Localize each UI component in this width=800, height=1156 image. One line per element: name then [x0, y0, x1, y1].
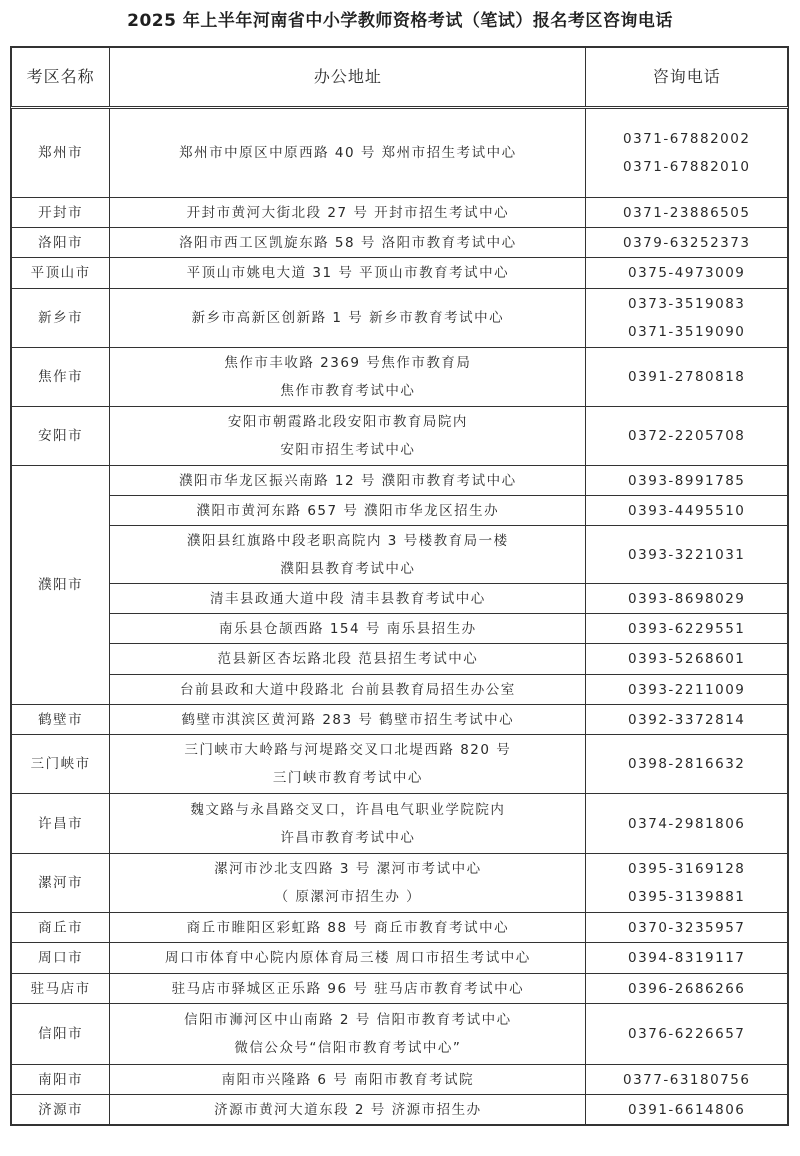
- address-line: 驻马店市驿城区正乐路 96 号 驻马店市教育考试中心: [171, 980, 525, 997]
- table-row: [12, 1095, 788, 1125]
- region-cell: 郑州市: [12, 108, 110, 198]
- phone-cell: [586, 854, 788, 913]
- table-row: [12, 974, 788, 1004]
- phone-cell: [586, 198, 788, 228]
- table-row: [12, 526, 788, 584]
- phone-number: 0395-3169128: [628, 861, 746, 877]
- address-cell: [110, 974, 586, 1004]
- table-row: [12, 1065, 788, 1095]
- region-cell: 焦作市: [12, 348, 110, 407]
- table-row: [12, 289, 788, 348]
- phone-cell: 0393-4495510: [586, 496, 788, 526]
- region-cell: 三门峡市: [12, 735, 110, 794]
- address-line: 郑州市中原区中原西路 40 号 郑州市招生考试中心: [179, 145, 517, 161]
- phone-cell: [586, 407, 788, 466]
- region-cell: 许昌市: [12, 794, 110, 854]
- table-row: [12, 407, 788, 466]
- address-cell: [110, 466, 586, 496]
- phone-cell: [586, 289, 788, 348]
- address-line: 商丘市睢阳区彩虹路 88 号 商丘市教育考试中心: [186, 919, 510, 936]
- phone-cell: [586, 705, 788, 735]
- phone-number: 0373-3519083: [628, 296, 746, 312]
- address-line: 济源市黄河大道东段 2 号 济源市招生办: [214, 1101, 482, 1118]
- phone-cell: 0393-6229551: [586, 614, 788, 644]
- region-cell: 漯河市: [12, 854, 110, 913]
- table-row: [12, 705, 788, 735]
- phone-cell: [586, 1065, 788, 1095]
- address-cell: [110, 1095, 586, 1125]
- address-line: 三门峡市大岭路与河堤路交叉口北堤西路 820 号: [184, 742, 512, 758]
- phone-cell: 0393-8991785: [586, 466, 788, 496]
- table-row: [12, 794, 788, 854]
- address-cell: [110, 289, 586, 348]
- address-cell: [110, 854, 586, 913]
- address-cell: [110, 614, 586, 644]
- header-region: 考区名称: [12, 48, 110, 108]
- region-cell: 平顶山市: [12, 258, 110, 289]
- phone-cell: [586, 348, 788, 407]
- address-line: 南乐县仓颉西路 154 号 南乐县招生办: [219, 620, 477, 637]
- address-cell: [110, 108, 586, 198]
- phone-number: 0396-2686266: [628, 980, 746, 997]
- address-line: 三门峡市教育考试中心: [272, 770, 423, 786]
- region-cell: 安阳市: [12, 407, 110, 466]
- phone-number: 0376-6226657: [628, 1026, 746, 1042]
- address-cell: [110, 198, 586, 228]
- address-line: 魏文路与永昌路交叉口，许昌电气职业学院院内: [190, 801, 506, 818]
- region-cell: 开封市: [12, 198, 110, 228]
- address-cell: [110, 1065, 586, 1095]
- table-row: [12, 735, 788, 794]
- table-header-row: [12, 48, 788, 108]
- phone-cell: [586, 735, 788, 794]
- address-line: 洛阳市西工区凯旋东路 58 号 洛阳市教育考试中心: [179, 234, 517, 251]
- region-cell: 信阳市: [12, 1004, 110, 1065]
- table-row: [12, 466, 788, 496]
- table-row: [12, 258, 788, 289]
- table-row: [12, 198, 788, 228]
- address-line: 台前县政和大道中段路北 台前县教育局招生办公室: [179, 681, 516, 698]
- phone-number: 0371-67882002: [623, 131, 751, 147]
- phone-cell: [586, 943, 788, 974]
- table-row: [12, 644, 788, 675]
- table-row: [12, 348, 788, 407]
- table-row: [12, 913, 788, 943]
- table-row: [12, 496, 788, 526]
- address-line: 许昌市教育考试中心: [280, 829, 416, 846]
- phone-cell: [586, 108, 788, 198]
- phone-cell: 0393-8698029: [586, 584, 788, 614]
- address-cell: [110, 584, 586, 614]
- phone-number: 0391-2780818: [628, 369, 746, 385]
- address-line: 鹤壁市淇滨区黄河路 283 号 鹤壁市招生考试中心: [181, 711, 515, 728]
- region-cell: 南阳市: [12, 1065, 110, 1095]
- phone-number: 0392-3372814: [628, 711, 746, 728]
- address-line: 南阳市兴隆路 6 号 南阳市教育考试院: [221, 1071, 475, 1088]
- phone-cell: [586, 913, 788, 943]
- table-row: [12, 943, 788, 974]
- page-title: 2025 年上半年河南省中小学教师资格考试（笔试）报名考区咨询电话: [127, 11, 673, 31]
- region-cell: 鹤壁市: [12, 705, 110, 735]
- address-line: （ 原漯河市招生办 ）: [274, 889, 422, 905]
- table-row: [12, 1004, 788, 1065]
- phone-cell: [586, 228, 788, 258]
- phone-cell: [586, 794, 788, 854]
- table-row: [12, 228, 788, 258]
- header-phone: 咨询电话: [586, 48, 788, 108]
- phone-number: 0398-2816632: [628, 756, 746, 772]
- contact-table: [11, 47, 788, 1125]
- address-line: 安阳市招生考试中心: [280, 442, 416, 458]
- address-line: 安阳市朝霞路北段安阳市教育局院内: [227, 414, 468, 430]
- region-cell: 新乡市: [12, 289, 110, 348]
- address-cell: [110, 913, 586, 943]
- region-cell: 驻马店市: [12, 974, 110, 1004]
- phone-number: 0371-23886505: [623, 204, 751, 221]
- phone-number: 0371-3519090: [628, 324, 746, 340]
- region-cell: 商丘市: [12, 913, 110, 943]
- address-line: 开封市黄河大街北段 27 号 开封市招生考试中心: [186, 204, 510, 221]
- phone-cell: 0393-3221031: [586, 526, 788, 584]
- address-line: 濮阳县教育考试中心: [280, 560, 416, 577]
- phone-cell: 0393-2211009: [586, 675, 788, 705]
- address-line: 微信公众号“信阳市教育考试中心”: [234, 1040, 462, 1056]
- region-cell: 济源市: [12, 1095, 110, 1125]
- region-cell: 洛阳市: [12, 228, 110, 258]
- phone-cell: [586, 1095, 788, 1125]
- address-cell: [110, 675, 586, 705]
- address-line: 范县新区杏坛路北段 范县招生考试中心: [217, 651, 479, 667]
- phone-number: 0377-63180756: [623, 1071, 751, 1088]
- table-row: [12, 854, 788, 913]
- address-cell: [110, 407, 586, 466]
- phone-cell: [586, 258, 788, 289]
- region-cell: 周口市: [12, 943, 110, 974]
- address-line: 濮阳县红旗路中段老职高院内 3 号楼教育局一楼: [187, 532, 509, 549]
- address-cell: [110, 526, 586, 584]
- address-cell: [110, 943, 586, 974]
- phone-cell: [586, 1004, 788, 1065]
- address-cell: [110, 1004, 586, 1065]
- address-cell: [110, 228, 586, 258]
- address-cell: [110, 794, 586, 854]
- address-line: 漯河市沙北支四路 3 号 漯河市考试中心: [214, 861, 482, 877]
- table-row: [12, 614, 788, 644]
- address-line: 焦作市教育考试中心: [280, 383, 416, 399]
- phone-cell: 0393-5268601: [586, 644, 788, 675]
- address-cell: [110, 644, 586, 675]
- address-cell: [110, 348, 586, 407]
- address-line: 周口市体育中心院内原体育局三楼 周口市招生考试中心: [164, 950, 531, 966]
- phone-number: 0375-4973009: [628, 265, 746, 281]
- table-row: [12, 584, 788, 614]
- address-cell: [110, 496, 586, 526]
- phone-number: 0372-2205708: [628, 428, 746, 444]
- address-cell: [110, 735, 586, 794]
- address-line: 濮阳市黄河东路 657 号 濮阳市华龙区招生办: [196, 502, 500, 519]
- address-line: 焦作市丰收路 2369 号焦作市教育局: [224, 355, 472, 371]
- table-row: [12, 675, 788, 705]
- phone-number: 0371-67882010: [623, 159, 751, 175]
- address-line: 清丰县政通大道中段 清丰县教育考试中心: [209, 590, 486, 607]
- table-row: [12, 108, 788, 198]
- address-cell: [110, 258, 586, 289]
- phone-number: 0394-8319117: [628, 950, 746, 966]
- phone-number: 0379-63252373: [623, 234, 751, 251]
- phone-number: 0391-6614806: [628, 1101, 746, 1118]
- address-line: 濮阳市华龙区振兴南路 12 号 濮阳市教育考试中心: [179, 472, 517, 489]
- region-cell: 濮阳市: [12, 466, 110, 705]
- phone-number: 0370-3235957: [628, 919, 746, 936]
- phone-cell: [586, 974, 788, 1004]
- address-line: 新乡市高新区创新路 1 号 新乡市教育考试中心: [191, 310, 505, 326]
- phone-number: 0395-3139881: [628, 889, 746, 905]
- address-line: 信阳市浉河区中山南路 2 号 信阳市教育考试中心: [184, 1012, 512, 1028]
- address-cell: [110, 705, 586, 735]
- phone-number: 0374-2981806: [628, 815, 746, 832]
- header-address: 办公地址: [110, 48, 586, 108]
- address-line: 平顶山市姚电大道 31 号 平顶山市教育考试中心: [186, 265, 510, 281]
